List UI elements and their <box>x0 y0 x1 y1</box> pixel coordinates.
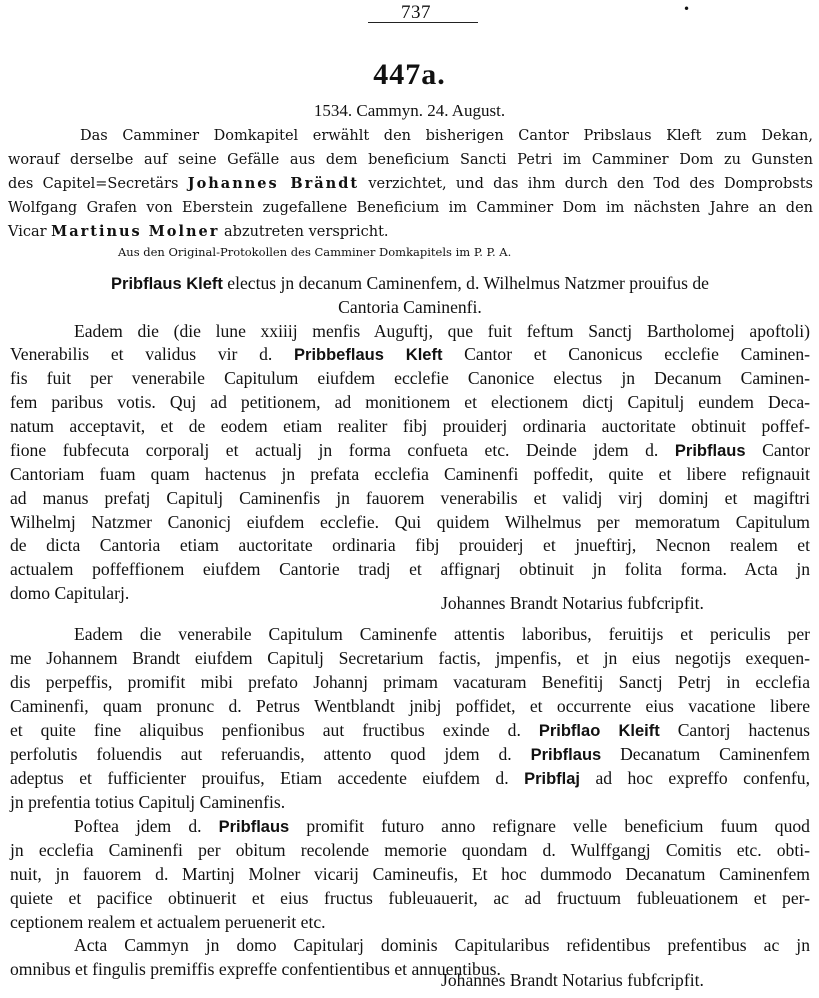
body-text: et quite fine aliquibus penfionibus aut fructibus exinde d. <box>10 720 539 740</box>
person-name: Pribflaus <box>218 818 290 836</box>
body-line: Acta Cammyn jn domo Capitularj dominis Capitularibus refidentibus prefentibus ac jn <box>74 935 810 955</box>
body-text: electus jn decanum Caminenfem, d. Wilhelmus Natzmer prouifus de <box>222 273 709 293</box>
summary-line: Das Camminer Domkapitel erwählt den bisherigen Cantor Pribslaus Kleft zum Dekan, <box>80 128 813 144</box>
body-line: fem paribus votis. Quj ad petitionem, ad monitionem et electionem dictj Capitulj eundem Deca- <box>10 392 810 412</box>
notary-signature: Johannes Brandt Notarius fubfcripfit. <box>441 593 704 613</box>
body-line <box>10 718 810 742</box>
body-line <box>10 766 810 790</box>
notary-signature: Johannes Brandt Notarius fubfcripfit. <box>441 970 704 990</box>
body-line: me Johannem Brandt eiufdem Capitulj Secretarium factis, jmpenfis, et jn eius negotijs exequen- <box>10 648 810 668</box>
person-name: Pribflao Kleift <box>538 722 660 740</box>
body-text: fione fubfecuta corporalj et actualj jn forma confueta etc. Deinde jdem d. <box>10 440 675 460</box>
person-name: Pribflaj <box>524 770 580 788</box>
summary-line <box>8 220 813 244</box>
dateline: 1534. Cammyn. 24. August. <box>313 101 506 120</box>
margin-mark: • <box>683 2 691 16</box>
summary-text: abzutreten verspricht. <box>219 224 389 240</box>
page-number-rule <box>368 22 478 23</box>
document-number: 447a. <box>373 58 446 91</box>
summary-text: des Capitel=Secretärs <box>8 176 188 192</box>
rubric-line <box>10 271 810 295</box>
body-text: Cantorj hactenus <box>659 720 811 740</box>
body-text: adeptus et fufficienter prouifus, Etiam accedente eiufdem d. <box>10 768 525 788</box>
body-line: actualem poffeffionem eiufdem Cantorie tradj et affignarj obtinuit jn folita forma. Acta jn <box>10 559 810 579</box>
body-line: quiete et pacifice obtinuerit et eius fructus fubleuauerit, ac ad fructuum fubleuationem et per- <box>10 888 810 908</box>
body-line: natum acceptavit, et de eodem etiam realiter fibj prouiderj ordinaria auctoritate obtinuit poffef- <box>10 416 810 436</box>
body-text: ad hoc expreffo confenfu, <box>580 768 810 788</box>
person-name: Pribbeflaus Kleft <box>294 346 443 364</box>
body-text: perfolutis foluendis aut referuandis, attento quod jdem d. <box>10 744 531 764</box>
body-line: ceptionem realem et actualem peruenerit etc. <box>10 912 326 932</box>
body-line: ad manus prefatj Capitulj Caminenfis jn fauorem venerabilis et validj virj dominj et magiftri <box>10 488 810 508</box>
person-name: Pribflaus <box>530 746 602 764</box>
person-name: Pribflaus <box>674 442 746 460</box>
source-note: Aus den Original-Protokollen des Camminer Domkapitels im P. P. A. <box>118 245 512 259</box>
person-name: Johannes Brändt <box>187 175 360 192</box>
body-line: Eadem die (die lune xxiiij menfis Auguftj, que fuit feftum Sanctj Bartholomej apoftoli) <box>74 321 810 341</box>
body-line: Cantoriam fuam quam hactenus jn prefata ecclefia Caminenfi poffedit, quite et libere refignauit <box>10 464 810 484</box>
body-line: jn prefentia totius Capitulj Caminenfis. <box>10 792 286 812</box>
body-line <box>10 438 810 462</box>
body-text: promifit futuro anno refignare velle beneficium fuum quod <box>289 816 810 836</box>
page-number: 737 <box>401 2 431 23</box>
rubric-line: Cantoria Caminenfi. <box>338 297 482 317</box>
body-line: Caminenfi, quam pronunc d. Petrus Wentblandt jnibj poffidet, et occurrente eius vacatione libere <box>10 696 810 716</box>
body-line: de dicta Cantoria etiam auctoritate ordinaria fibj prouiderj et jnueftirj, Necnon realem et <box>10 535 810 555</box>
summary-line: worauf derselbe auf seine Gefälle aus dem beneficium Sancti Petri im Camminer Dom zu Gunsten <box>8 152 813 168</box>
body-line: dis perpeffis, promifit mibi prefato Johannj primam vacaturam Benefitij Sanctj Petrj in ecclefia <box>10 672 810 692</box>
body-line <box>10 342 810 366</box>
body-line <box>10 814 810 838</box>
body-line: Eadem die venerabile Capitulum Caminenfe attentis laboribus, feruitijs et periculis per <box>74 624 810 644</box>
body-text: Poftea jdem d. <box>74 816 219 836</box>
summary-line: Wolfgang Grafen von Eberstein zugefallene Beneficium im Camminer Dom im nächsten Jahre an den <box>8 200 813 216</box>
summary-line <box>8 172 813 196</box>
body-line: nuit, jn fauorem d. Martinj Molner vicarij Camineufis, Et hoc dummodo Decanatum Caminenfem <box>10 864 810 884</box>
summary-text: verzichtet, und das ihm durch den Tod des Domprobsts <box>359 176 813 192</box>
person-name: Martinus Molner <box>51 223 220 240</box>
body-text: Decanatum Caminenfem <box>601 744 810 764</box>
body-text: Cantor et Canonicus ecclefie Caminen- <box>442 344 810 364</box>
body-line: jn ecclefia Caminenfi per obitum recolende memorie quondam d. Wulffgangj Comitis etc. obti- <box>10 840 810 860</box>
person-name: Pribflaus Kleft <box>111 275 223 293</box>
summary-text: Vicar <box>8 224 52 240</box>
body-line <box>10 742 810 766</box>
body-line: Wilhelmj Natzmer Canonicj eiufdem ecclefie. Qui quidem Wilhelmus per memoratum Capitulum <box>10 512 810 532</box>
body-line: omnibus et fingulis premiffis expreffe confentientibus et annuentibus. <box>10 959 501 979</box>
body-line: domo Capitularj. <box>10 583 130 603</box>
body-text: Venerabilis et validus vir d. <box>10 344 295 364</box>
body-text: Cantor <box>745 440 810 460</box>
body-line: fis fuit per venerabile Capitulum eiufdem ecclefie Canonice electus jn Decanum Caminen- <box>10 368 810 388</box>
